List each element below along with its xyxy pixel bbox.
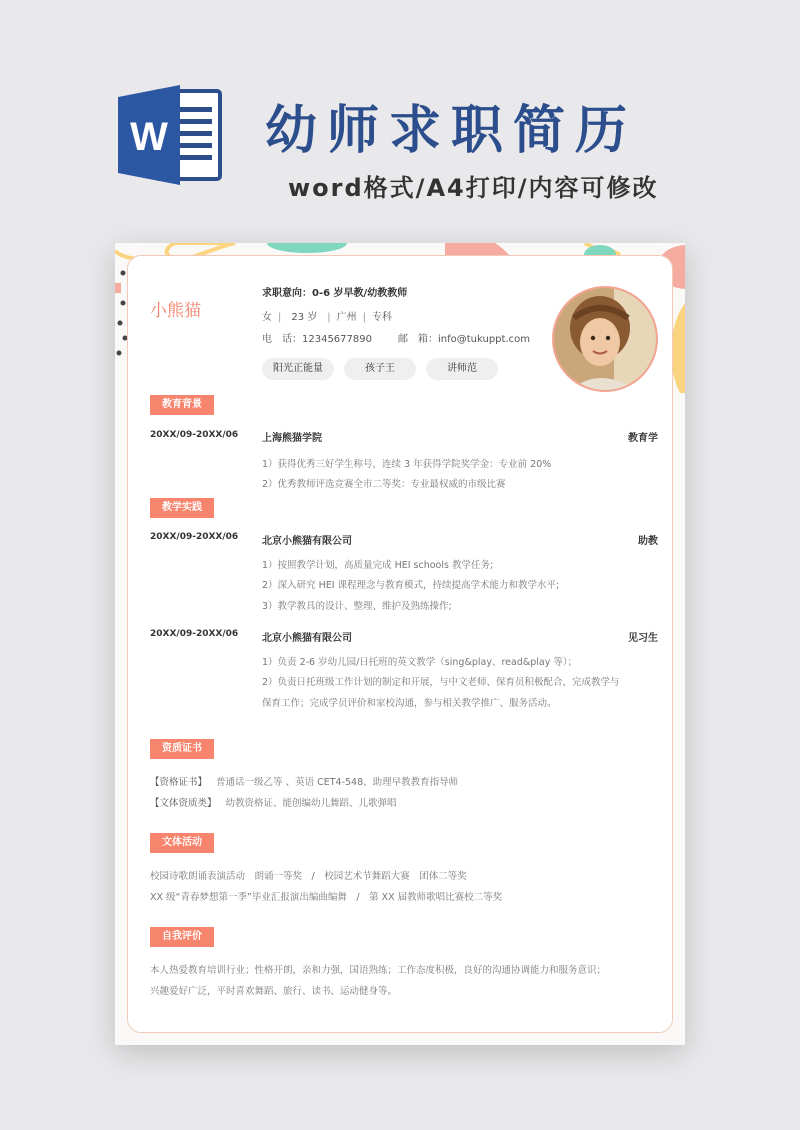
practice-1-company: 北京小熊猫有限公司 <box>262 536 352 547</box>
practice-1-item-3: 3）教学教具的设计、整理、维护及熟练操作; <box>262 601 452 612</box>
evaluation-line-2: 兴趣爱好广泛，平时喜欢舞蹈、旅行、读书、运动健身等。 <box>150 986 398 997</box>
education-major: 教育学 <box>628 433 658 444</box>
resume-card <box>127 255 673 1033</box>
education-school: 上海熊猫学院 <box>262 433 322 444</box>
email: 邮 箱：info@tukuppt.com <box>398 334 530 345</box>
banner-subtitle: word格式/A4打印/内容可修改 <box>288 174 659 202</box>
certificate-row-2 <box>150 795 397 809</box>
education-item-1: 1）获得优秀三好学生称号，连续 3 年获得学院奖学金：专业前 20% <box>262 459 552 470</box>
practice-2-item-3: 保育工作；完成学员评价和家校沟通，参与相关教学推广、服务活动。 <box>262 698 557 709</box>
practice-2-item-2: 2）负责日托班级工作计划的制定和开展，与中文老师、保育员积极配合，完成教学与 <box>262 677 620 688</box>
certificate-label-2: 【文体资质类】 <box>150 798 217 809</box>
activity-item-2: XX 级“青春梦想第一季”毕业汇报演出编曲编舞 / 第 XX 届教师歌唱比赛校二等奖 <box>150 892 503 903</box>
practice-2-date: 20XX/09-20XX/06 <box>150 629 239 639</box>
practice-2-role: 见习生 <box>628 633 658 644</box>
phone: 电 话：12345677890 <box>262 334 372 345</box>
practice-1-item-2: 2）深入研究 HEI 课程理念与教育模式，持续提高学术能力和教学水平; <box>262 580 560 591</box>
section-evaluation: 自我评价 <box>150 927 214 947</box>
practice-2-company: 北京小熊猫有限公司 <box>262 633 352 644</box>
banner-title: 幼师求职简历 <box>265 101 638 161</box>
tag-sunshine: 阳光正能量 <box>262 358 334 380</box>
evaluation-line-1: 本人热爱教育培训行业；性格开朗，亲和力强，国语熟练；工作态度积极，良好的沟通协调能力和服务意识； <box>150 965 607 976</box>
certificate-row-1 <box>150 774 458 788</box>
certificate-text-2: 幼教资格证、能创编幼儿舞蹈、儿歌弹唱 <box>225 798 397 809</box>
section-practice: 教学实践 <box>150 498 214 518</box>
certificate-text-1: 普通话一级乙等 、英语 CET4-548、助理早教教育指导师 <box>216 777 459 788</box>
age: 23 岁 <box>291 312 318 323</box>
basic-info: 女 | 23 岁 | 广州 | 专科 <box>262 312 393 323</box>
resume-page <box>115 243 685 1045</box>
tag-kids-king: 孩子王 <box>344 358 416 380</box>
practice-2-item-1: 1）负责 2-6 岁幼儿园/日托班的英文教学（sing&play、read&play 等）； <box>262 657 578 668</box>
tag-lecturer: 讲师范 <box>426 358 498 380</box>
city: 广州 <box>336 312 357 323</box>
education-date: 20XX/09-20XX/06 <box>150 430 239 440</box>
education-item-2: 2）优秀教师评选竞赛全市二等奖：专业最权威的市级比赛 <box>262 479 506 490</box>
practice-1-item-1: 1）按照教学计划，高质量完成 HEI schools 教学任务; <box>262 560 494 571</box>
job-intent: 求职意向：0-6 岁早教/幼教教师 <box>262 288 408 299</box>
section-activities: 文体活动 <box>150 833 214 853</box>
activity-item-1: 校园诗歌朗诵表演活动 朗诵一等奖 / 校园艺术节舞蹈大赛 团体二等奖 <box>150 871 467 882</box>
certificate-label-1: 【资格证书】 <box>150 777 208 788</box>
section-certificates: 资质证书 <box>150 739 214 759</box>
word-icon <box>118 85 223 185</box>
degree: 专科 <box>372 312 393 323</box>
practice-1-role: 助教 <box>638 536 658 547</box>
avatar <box>552 286 658 392</box>
practice-1-date: 20XX/09-20XX/06 <box>150 532 239 542</box>
section-education: 教育背景 <box>150 395 214 415</box>
gender: 女 <box>262 312 272 323</box>
candidate-name: 小熊猫 <box>150 301 201 321</box>
word-icon-letter: W <box>130 115 168 159</box>
